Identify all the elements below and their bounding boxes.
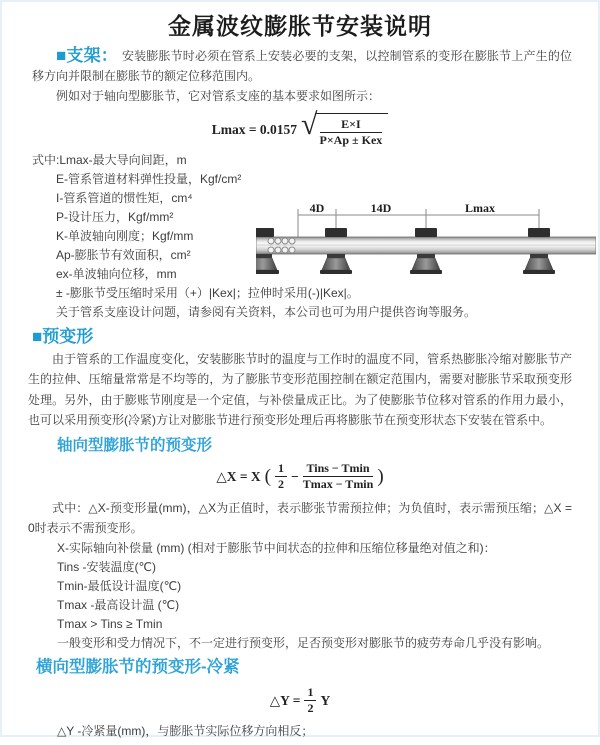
definition-line: ex-单波轴向位移，mm xyxy=(56,266,177,281)
dimension-label-4d: 4D xyxy=(309,200,325,215)
definition-line: I-管系管道的惯性矩，cm⁴ xyxy=(56,190,193,205)
open-paren: ( xyxy=(264,466,271,488)
bracket-section-heading: ■支架： xyxy=(56,46,118,65)
dimension-label-14d: 14D xyxy=(370,200,392,215)
definition-line: K-单波轴向刚度；Kgf/mm xyxy=(56,228,194,243)
axial-definition-line: 一般变形和受力情况下，不一定进行预变形，足否预变形对膨胀节的疲劳寿命几乎没有影响。 xyxy=(57,635,550,650)
axial-definition-line: Tmin-最低设计温度(℃) xyxy=(57,578,182,593)
dy-numerator: 1 xyxy=(304,686,316,701)
definition-line: P-设计压力，Kgf/mm² xyxy=(56,209,174,224)
half-denominator: 2 xyxy=(277,477,284,492)
definition-line: Ap-膨胀节有效面积，cm² xyxy=(56,247,191,262)
axial-definition-line: Tmax > Tins ≥ Tmin xyxy=(57,616,163,631)
temp-numerator: Tins − Tmin xyxy=(303,462,374,477)
document-page xyxy=(2,12,598,745)
definition-line: 式中:Lmax-最大导向间距，m xyxy=(32,152,187,167)
dx-formula-lhs: △X = X xyxy=(216,468,261,484)
half-numerator: 1 xyxy=(275,462,287,477)
dy-denominator: 2 xyxy=(307,701,314,716)
axial-definition-line: X-实际轴向补偿量 (mm) (相对于膨胀节中间状态的拉伸和压缩位移量绝对值之和)： xyxy=(57,540,496,555)
definition-line: 关于管系支座设计问题，请参阅有关资料，本公司也可为用户提供咨询等服务。 xyxy=(56,304,477,319)
minus-sign: − xyxy=(290,468,299,484)
preform-section-heading: ■预变形 xyxy=(32,326,94,346)
definition-line: E-管系管道材料弹性投量，Kgf/cm² xyxy=(56,171,242,186)
axial-subsection-heading: 轴向型膨胀节的预变形 xyxy=(57,436,213,454)
axial-definition-lines xyxy=(2,539,598,653)
axial-definition-line: Tins -安装温度(℃) xyxy=(57,559,157,574)
lmax-formula-lhs: Lmax = 0.0157 xyxy=(211,121,298,137)
pipe xyxy=(256,237,596,254)
bracket-example-line: 例如对于轴向型膨胀节，它对管系支座的基本要求如图所示： xyxy=(56,89,381,103)
close-paren: ) xyxy=(377,466,384,488)
definitions-block xyxy=(32,151,598,323)
lmax-fraction xyxy=(320,118,383,148)
delta-x-formula xyxy=(2,462,598,492)
sqrt-radical xyxy=(301,108,388,148)
definition-line: ± -膨胀节受压缩时采用（+）|Kex|；拉伸时采用(-)|Kex|。 xyxy=(56,285,359,300)
lmax-fraction-denominator: P×Ap ± Kex xyxy=(319,133,383,148)
page-title: 金属波纹膨胀节安装说明 xyxy=(168,13,432,39)
pipe-support-diagram xyxy=(256,201,596,285)
delta-y-formula xyxy=(2,686,598,716)
lateral-subsection-heading: 横向型膨胀节的预变形-冷紧 xyxy=(36,657,240,676)
lmax-formula xyxy=(2,108,598,148)
dx-explanation-paragraph: 式中：△X-预变形量(mm)，△X为正值时，表示膨张节需预拉伸；为负值时，表示需预压缩；△X = 0时表示不需预变形。 xyxy=(28,500,572,536)
bracket-intro-text: 安装膨胀节时必须在管系上安装必要的支架，以控制管系的变形在膨胀节上产生的位移方向并限制在膨胀节的额定位移范围内。 xyxy=(32,49,572,83)
preform-paragraph: 由于管系的工作温度变化，安装膨胀节时的温度与工作时的温度不同，管系热膨胀冷缩对膨胀节产生的拉伸、压缩量常常是不均等的，为了膨胀节变形范围控制在额定范围内，需要对膨胀节采取预变形处理。另外，由于膨账节刚度是一个定值，与补偿量成正比。为了使膨胀节位移对管系的作用力最小，也可以采用预变形(冷紧)方让对膨胀节进行预变形处理后再将膨胀节在预变形状态下安装在管系中。 xyxy=(28,351,572,428)
bracket-intro-paragraph xyxy=(32,46,572,86)
dy-half-fraction xyxy=(304,686,316,716)
dy-formula-rhs: Y xyxy=(320,692,331,708)
lmax-fraction-numerator: E×I xyxy=(320,118,383,133)
dimension-label-lmax: Lmax xyxy=(465,200,495,215)
dy-formula-lhs: △Y = xyxy=(269,692,301,708)
axial-definition-line: Tmax -最高设计温 (℃) xyxy=(57,597,180,612)
dx-temp-fraction xyxy=(303,462,374,492)
radical-sign: √ xyxy=(301,108,318,141)
dy-note-line: △Y -冷紧量(mm)，与膨胀节实际位移方向相反； xyxy=(57,723,314,738)
dx-half-fraction xyxy=(275,462,287,492)
temp-denominator: Tmax − Tmin xyxy=(302,477,374,492)
